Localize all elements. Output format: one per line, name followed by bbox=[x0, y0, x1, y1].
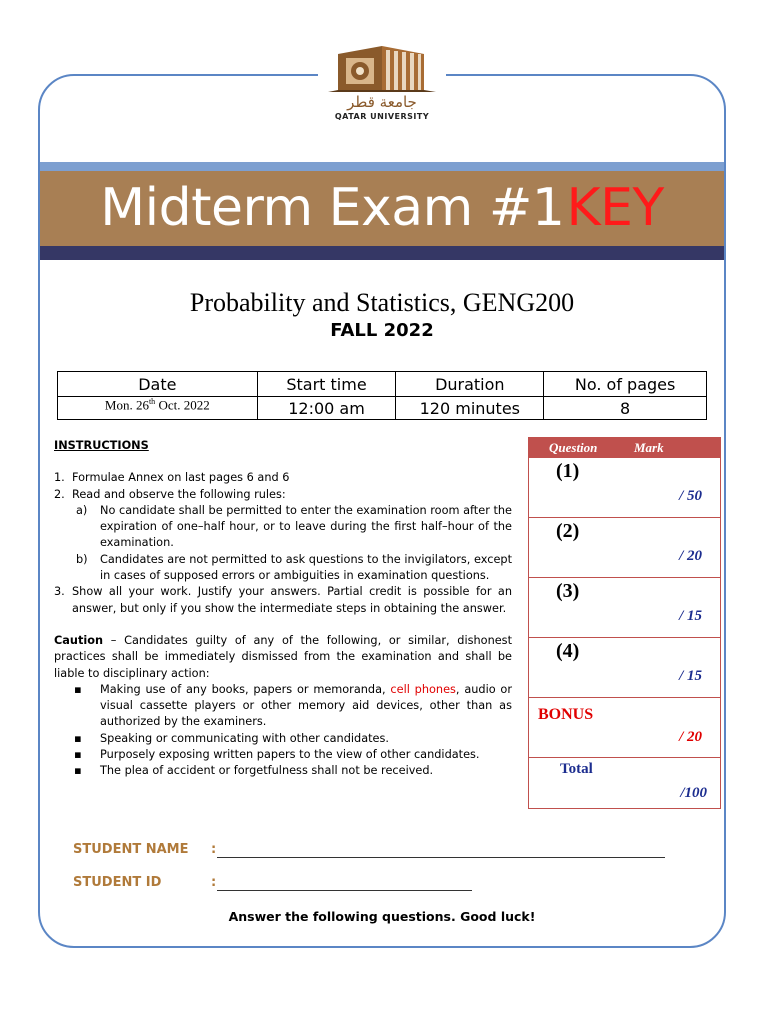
bullet-text: The plea of accident or forgetfulness shall not be received. bbox=[100, 764, 434, 778]
bullet-text bbox=[100, 682, 512, 731]
bullet-item bbox=[54, 731, 512, 747]
student-id-field[interactable] bbox=[217, 877, 472, 891]
bonus-mark: / 20 bbox=[679, 729, 702, 745]
bullet-text: Purposely exposing written papers to the view of other candidates. bbox=[100, 748, 480, 762]
instruction-item bbox=[54, 470, 512, 486]
grade-table-header bbox=[529, 438, 720, 457]
exam-title bbox=[40, 171, 724, 246]
rule-text: No candidate shall be permitted to enter the examination room after the expiration of one–half hour, or to leave during the first half–hour of the examination. bbox=[100, 503, 512, 550]
date-month-year: Oct. 2022 bbox=[155, 397, 210, 413]
question-number: (1) bbox=[556, 460, 580, 482]
instruction-item bbox=[54, 487, 512, 503]
header-date: Date bbox=[58, 372, 258, 397]
rule-letter: a) bbox=[76, 503, 88, 517]
cell-phones-highlight: cell phones bbox=[390, 682, 456, 696]
date-day: Mon. 26 bbox=[104, 397, 149, 413]
question-number: (2) bbox=[556, 520, 580, 542]
course-name: Probability and Statistics, GENG200 bbox=[189, 288, 575, 317]
grade-row bbox=[529, 637, 720, 697]
instructions-heading: INSTRUCTIONS bbox=[54, 439, 149, 452]
logo-emblem-icon bbox=[328, 40, 436, 92]
bullet-square-icon: ▪ bbox=[74, 682, 82, 696]
bullet-text-part: Making use of any books, papers or memoranda, bbox=[100, 682, 391, 696]
item-text: Formulae Annex on last pages 6 and 6 bbox=[72, 471, 290, 485]
bullet-text-part: , audio or visual cassette players or other memory aid devices, other than as authorized by the examiners. bbox=[100, 682, 512, 729]
exam-date bbox=[58, 397, 258, 420]
rule-item bbox=[54, 503, 512, 552]
logo-arabic-text: جامعة قطر bbox=[347, 93, 417, 111]
caution-paragraph bbox=[54, 633, 512, 682]
student-name-label: STUDENT NAME bbox=[73, 842, 189, 857]
item-text: Show all your work. Justify your answers. Partial credit is possible for an answer, but only if you show the intermediate steps in obtaining the answer. bbox=[72, 585, 512, 615]
instruction-item bbox=[54, 584, 512, 617]
bullet-item bbox=[54, 763, 512, 779]
total-row bbox=[529, 757, 720, 808]
header-mark: Mark bbox=[634, 440, 664, 455]
question-number: (4) bbox=[556, 640, 580, 662]
instructions bbox=[54, 438, 512, 780]
header-start-time: Start time bbox=[257, 372, 396, 397]
student-name-field[interactable] bbox=[217, 844, 665, 858]
caution-text: – Candidates guilty of any of the following, or similar, dishonest practices shall be immediately dismissed from the examination and shall be liable to disciplinary action: bbox=[54, 633, 512, 680]
exam-info-table bbox=[57, 371, 707, 420]
bullet-square-icon: ▪ bbox=[74, 731, 82, 745]
question-mark: / 50 bbox=[679, 488, 702, 504]
grade-table bbox=[528, 437, 721, 809]
bonus-row bbox=[529, 697, 720, 757]
rule-item bbox=[54, 552, 512, 585]
banner-bottom-stripe bbox=[40, 246, 724, 260]
rule-letter: b) bbox=[76, 552, 88, 566]
header-duration: Duration bbox=[396, 372, 544, 397]
bullet-item bbox=[54, 747, 512, 763]
bullet-square-icon: ▪ bbox=[74, 748, 82, 762]
bullet-text: Speaking or communicating with other candidates. bbox=[100, 731, 389, 745]
exam-title-text: Midterm Exam #1 bbox=[100, 178, 565, 238]
total-label: Total bbox=[560, 761, 593, 777]
rule-text: Candidates are not permitted to ask questions to the invigilators, except in cases of supposed errors or ambiguities in examination questions. bbox=[100, 552, 512, 583]
banner-top-stripe bbox=[40, 162, 724, 171]
student-name-colon: : bbox=[211, 842, 217, 857]
grade-row bbox=[529, 457, 720, 517]
exam-start-time: 12:00 am bbox=[257, 397, 396, 420]
total-mark: /100 bbox=[680, 785, 707, 801]
header-pages: No. of pages bbox=[544, 372, 707, 397]
exam-page-count: 8 bbox=[544, 397, 707, 420]
item-number: 2. bbox=[54, 487, 65, 501]
logo-english-text: QATAR UNIVERSITY bbox=[334, 112, 430, 121]
bonus-label: BONUS bbox=[538, 706, 594, 723]
item-number: 3. bbox=[54, 585, 65, 599]
item-number: 1. bbox=[54, 471, 65, 485]
bullet-square-icon: ▪ bbox=[74, 764, 82, 778]
question-mark: / 20 bbox=[679, 548, 702, 564]
exam-duration: 120 minutes bbox=[396, 397, 544, 420]
date-suffix: th bbox=[148, 397, 156, 406]
student-id-colon: : bbox=[211, 875, 217, 890]
question-mark: / 15 bbox=[679, 608, 702, 624]
item-text: Read and observe the following rules: bbox=[72, 487, 286, 501]
question-number: (3) bbox=[556, 580, 580, 602]
key-label: KEY bbox=[566, 178, 664, 238]
university-logo bbox=[318, 40, 446, 124]
caution-label: Caution bbox=[54, 633, 104, 647]
title-banner bbox=[40, 171, 724, 246]
footer-message: Answer the following questions. Good luck! bbox=[228, 909, 536, 924]
question-mark: / 15 bbox=[679, 668, 702, 684]
grade-row bbox=[529, 517, 720, 577]
bullet-item bbox=[54, 682, 512, 731]
header-question: Question bbox=[549, 440, 598, 455]
student-id-label: STUDENT ID bbox=[73, 875, 162, 890]
term-label: FALL 2022 bbox=[330, 320, 434, 341]
grade-row bbox=[529, 577, 720, 637]
